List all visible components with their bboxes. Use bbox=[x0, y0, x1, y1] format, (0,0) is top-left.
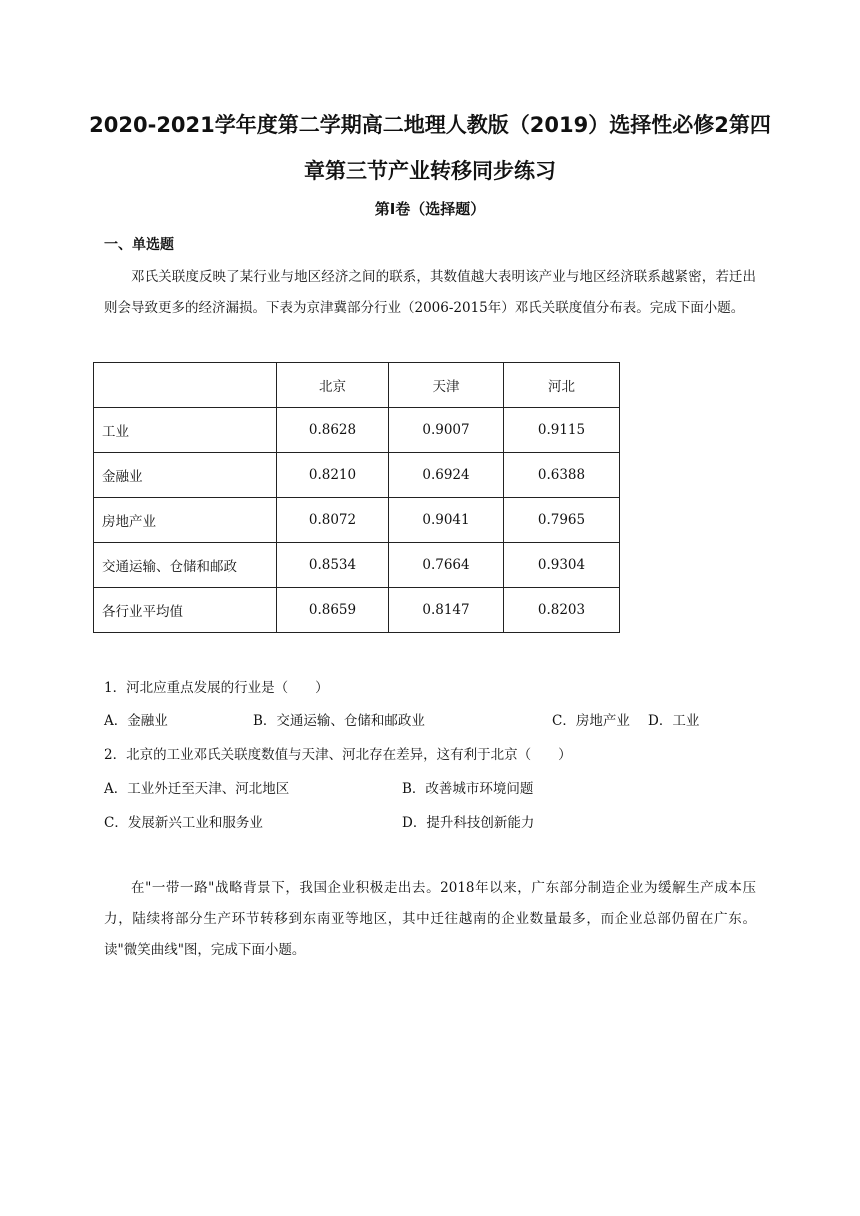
title-line-1: 2020-2021学年度第二学期高二地理人教版（2019）选择性必修2第四 bbox=[89, 113, 771, 137]
table-header-row bbox=[94, 363, 620, 408]
table-header-cell bbox=[94, 363, 277, 408]
table-cell: 0.9115 bbox=[504, 408, 620, 453]
table-cell: 0.8072 bbox=[277, 498, 389, 543]
table-header-cell: 北京 bbox=[277, 363, 389, 408]
table-row bbox=[94, 498, 620, 543]
question-2-stem: 2．北京的工业邓氏关联度数值与天津、河北存在差异，这有利于北京（ ） bbox=[104, 747, 572, 763]
question-1-option-a[interactable]: A．金融业 bbox=[104, 713, 168, 729]
question-1-option-d[interactable]: D．工业 bbox=[648, 713, 700, 729]
question-2-option-b[interactable]: B．改善城市环境问题 bbox=[402, 781, 534, 797]
question-2-option-a[interactable]: A．工业外迁至天津、河北地区 bbox=[104, 781, 290, 797]
table-cell: 0.6924 bbox=[389, 453, 504, 498]
table-header-cell: 天津 bbox=[389, 363, 504, 408]
section-heading: 一、单选题 bbox=[104, 237, 174, 253]
table-cell: 0.9007 bbox=[389, 408, 504, 453]
table-row bbox=[94, 588, 620, 633]
question-1-option-b[interactable]: B．交通运输、仓储和邮政业 bbox=[253, 713, 425, 729]
table-row-label: 金融业 bbox=[94, 453, 277, 498]
table-cell: 0.7965 bbox=[504, 498, 620, 543]
question-2-option-d[interactable]: D．提升科技创新能力 bbox=[402, 815, 535, 831]
table-cell: 0.9041 bbox=[389, 498, 504, 543]
table-cell: 0.8203 bbox=[504, 588, 620, 633]
table-row bbox=[94, 543, 620, 588]
table-cell: 0.8147 bbox=[389, 588, 504, 633]
table-row bbox=[94, 408, 620, 453]
table-row-label: 各行业平均值 bbox=[94, 588, 277, 633]
table-cell: 0.8534 bbox=[277, 543, 389, 588]
table-cell: 0.8628 bbox=[277, 408, 389, 453]
table-row-label: 房地产业 bbox=[94, 498, 277, 543]
question-2-option-c[interactable]: C．发展新兴工业和服务业 bbox=[104, 815, 263, 831]
table-cell: 0.7664 bbox=[389, 543, 504, 588]
correlation-table bbox=[93, 362, 620, 633]
table-row-label: 工业 bbox=[94, 408, 277, 453]
question-1-stem: 1．河北应重点发展的行业是（ ） bbox=[104, 680, 329, 696]
table-header-cell: 河北 bbox=[504, 363, 620, 408]
table-row-label: 交通运输、仓储和邮政 bbox=[94, 543, 277, 588]
document-title bbox=[70, 102, 790, 194]
question-1-option-c[interactable]: C．房地产业 bbox=[552, 713, 630, 729]
table-cell: 0.8659 bbox=[277, 588, 389, 633]
passage-2: 在"一带一路"战略背景下，我国企业积极走出去。2018年以来，广东部分制造企业为缓解生产成本压力，陆续将部分生产环节转移到东南亚等地区，其中迁往越南的企业数量最多，而企业总部仍留在广东。读"微笑曲线"图，完成下面小题。 bbox=[104, 880, 756, 958]
table-cell: 0.6388 bbox=[504, 453, 620, 498]
title-line-2: 章第三节产业转移同步练习 bbox=[304, 159, 556, 183]
volume-heading: 第I卷（选择题） bbox=[374, 200, 486, 218]
table-cell: 0.8210 bbox=[277, 453, 389, 498]
table-row bbox=[94, 453, 620, 498]
passage-1: 邓氏关联度反映了某行业与地区经济之间的联系，其数值越大表明该产业与地区经济联系越紧密，若迁出则会导致更多的经济漏损。下表为京津冀部分行业（2006-2015年）邓氏关联度值分布表。完成下面小题。 bbox=[104, 269, 756, 316]
table-cell: 0.9304 bbox=[504, 543, 620, 588]
